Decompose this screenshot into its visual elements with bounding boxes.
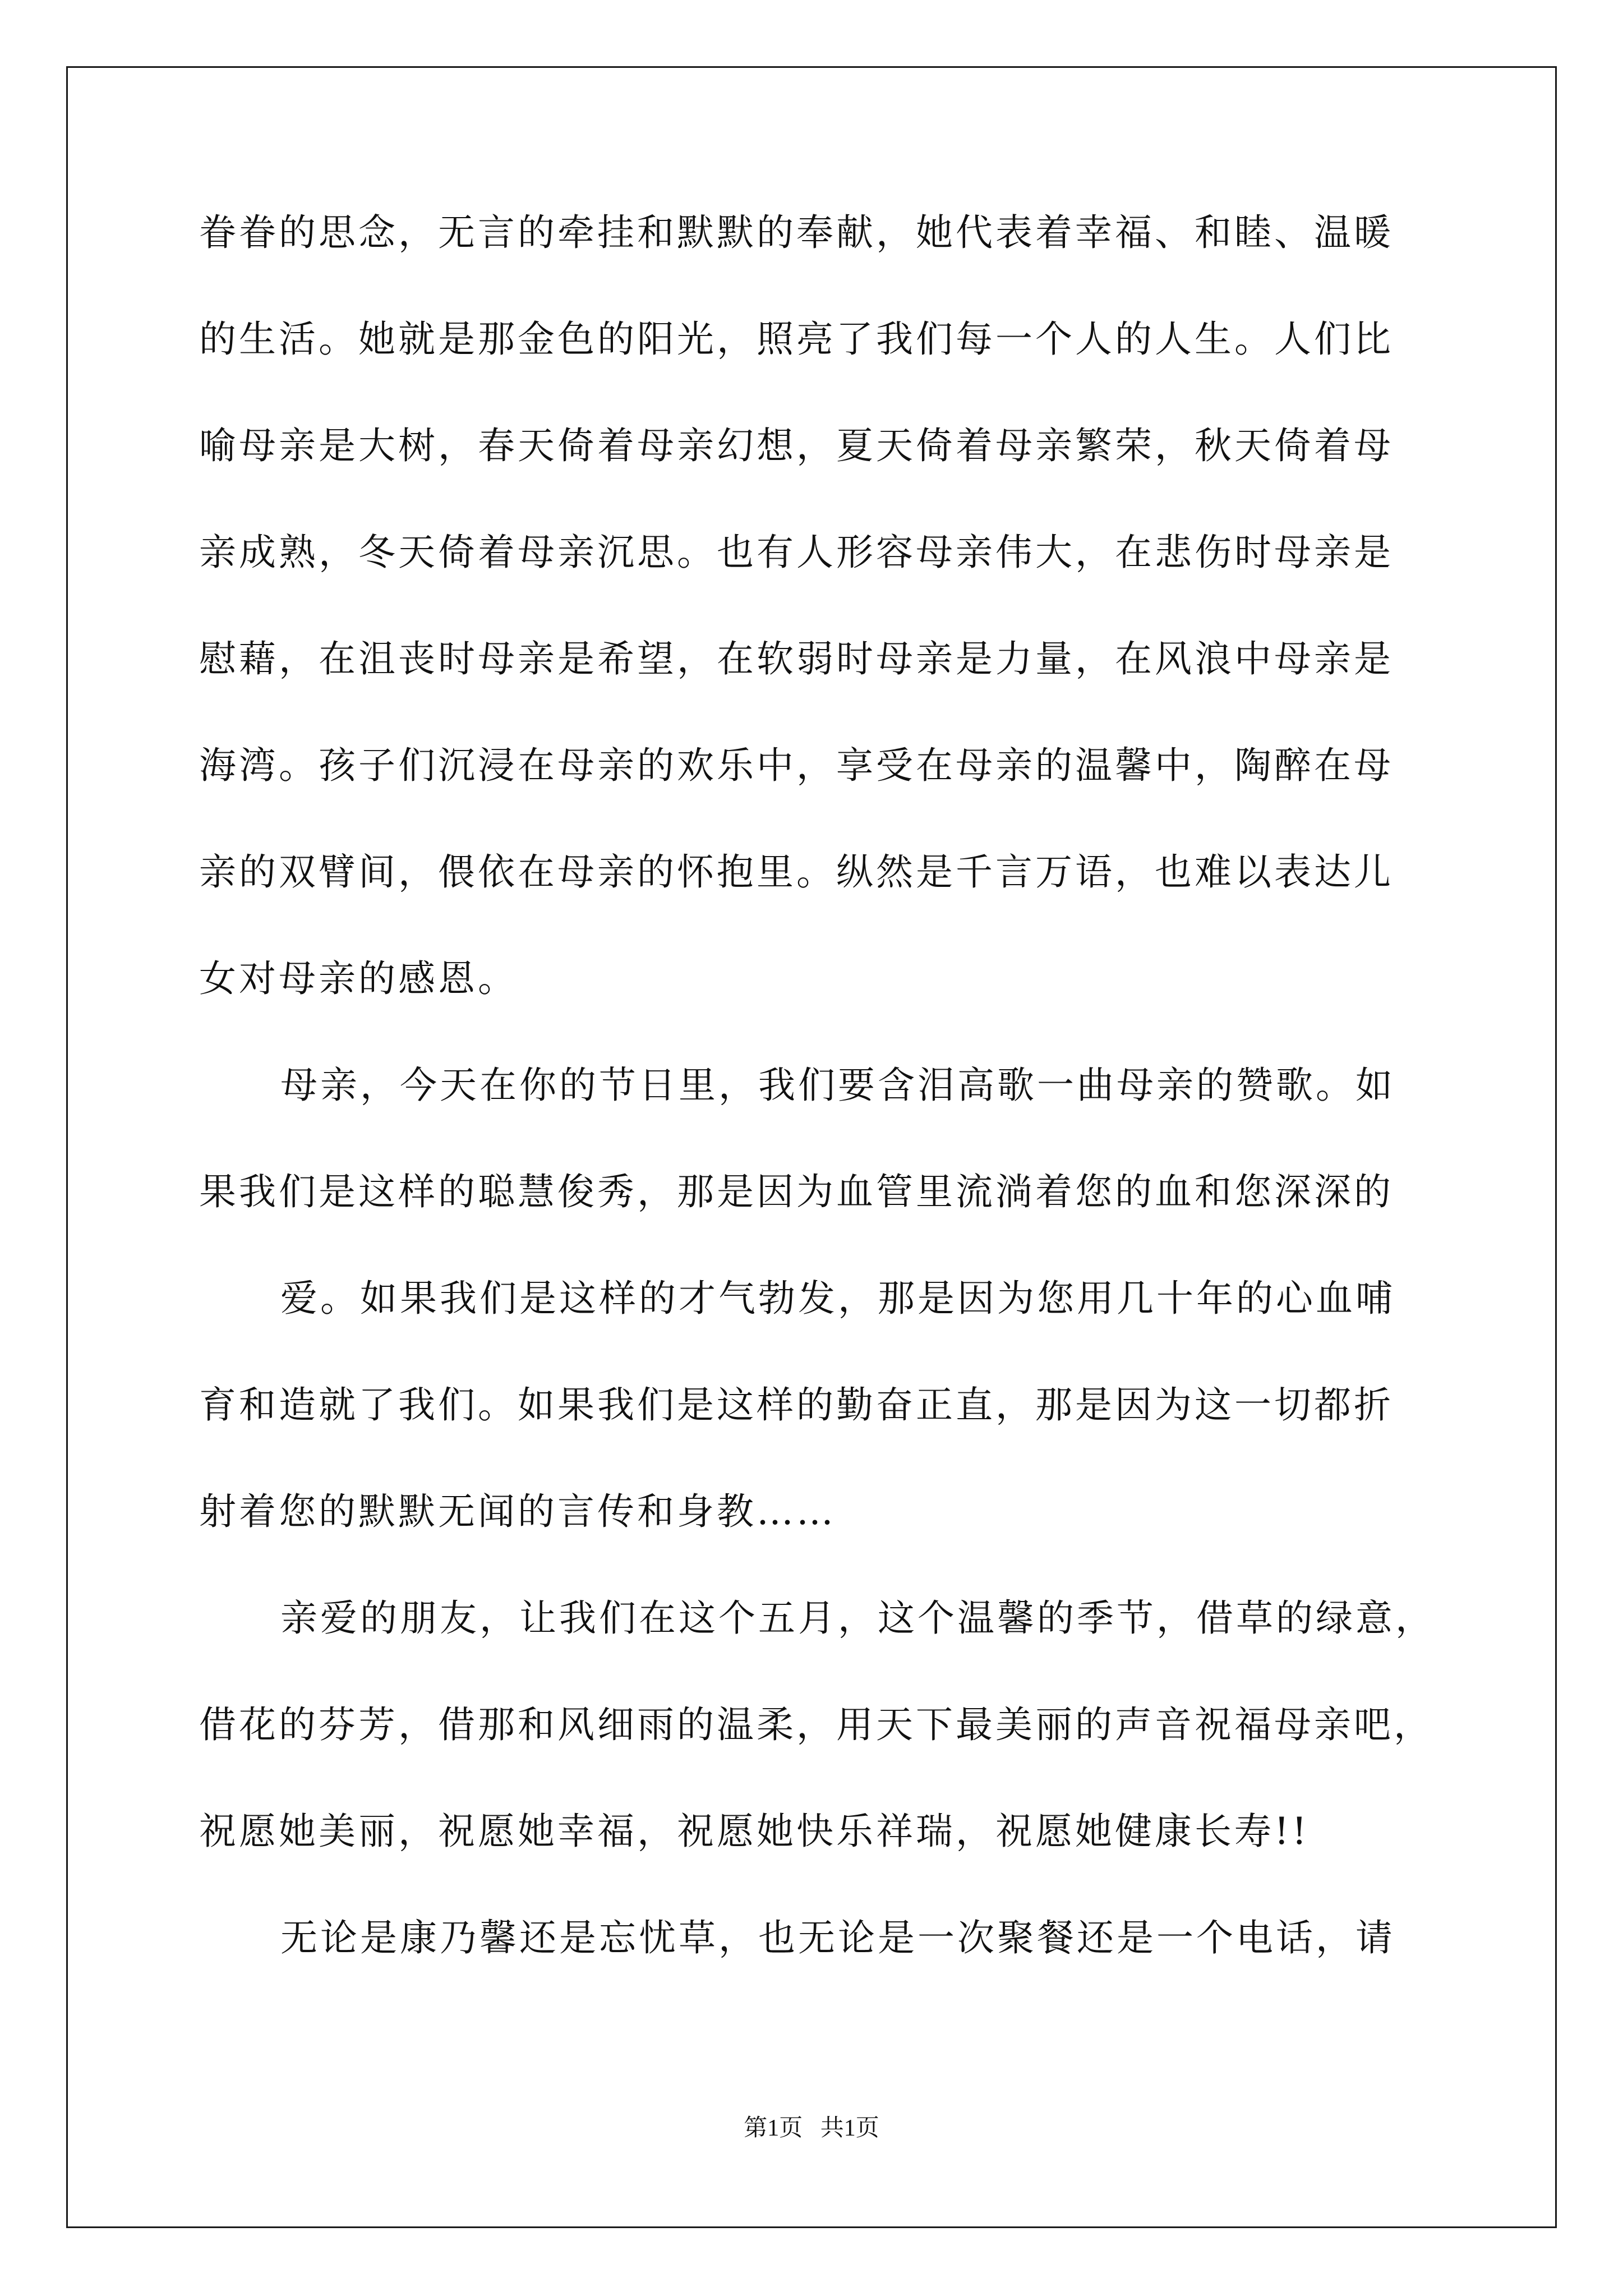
text-line: 射着您的默默无闻的言传和身教…… [199, 1490, 836, 1533]
text-line: 育和造就了我们。如果我们是这样的勤奋正直，那是因为这一切都折 [199, 1383, 1394, 1427]
page-footer: 第1页 共1页 [744, 2115, 879, 2141]
page-border [66, 66, 1557, 2228]
text-line: 亲成熟，冬天倚着母亲沉思。也有人形容母亲伟大，在悲伤时母亲是 [199, 531, 1394, 574]
text-line: 祝愿她美丽，祝愿她幸福，祝愿她快乐祥瑞，祝愿她健康长寿!! [199, 1810, 1310, 1853]
text-line: 女对母亲的感恩。 [199, 957, 518, 1000]
text-line: 果我们是这样的聪慧俊秀，那是因为血管里流淌着您的血和您深深的 [199, 1170, 1394, 1213]
text-line: 海湾。孩子们沉浸在母亲的欢乐中，享受在母亲的温馨中，陶醉在母 [199, 744, 1394, 787]
text-line: 眷眷的思念，无言的牵挂和默默的奉献，她代表着幸福、和睦、温暖 [199, 211, 1394, 254]
text-line: 喻母亲是大树，春天倚着母亲幻想，夏天倚着母亲繁荣，秋天倚着母 [199, 424, 1394, 467]
text-line: 亲的双臂间，偎依在母亲的怀抱里。纵然是千言万语，也难以表达儿 [199, 850, 1394, 894]
text-line: 借花的芬芳，借那和风细雨的温柔，用天下最美丽的声音祝福母亲吧， [199, 1703, 1433, 1746]
text-line: 无论是康乃馨还是忘忧草，也无论是一次聚餐还是一个电话，请 [280, 1916, 1395, 1959]
text-line: 亲爱的朋友，让我们在这个五月，这个温馨的季节，借草的绿意， [280, 1596, 1435, 1640]
text-line: 慰藉，在沮丧时母亲是希望，在软弱时母亲是力量，在风浪中母亲是 [199, 637, 1394, 680]
text-line: 母亲，今天在你的节日里，我们要含泪高歌一曲母亲的赞歌。如 [280, 1064, 1395, 1107]
text-line: 爱。如果我们是这样的才气勃发，那是因为您用几十年的心血哺 [280, 1277, 1395, 1320]
text-line: 的生活。她就是那金色的阳光，照亮了我们每一个人的人生。人们比 [199, 318, 1394, 361]
